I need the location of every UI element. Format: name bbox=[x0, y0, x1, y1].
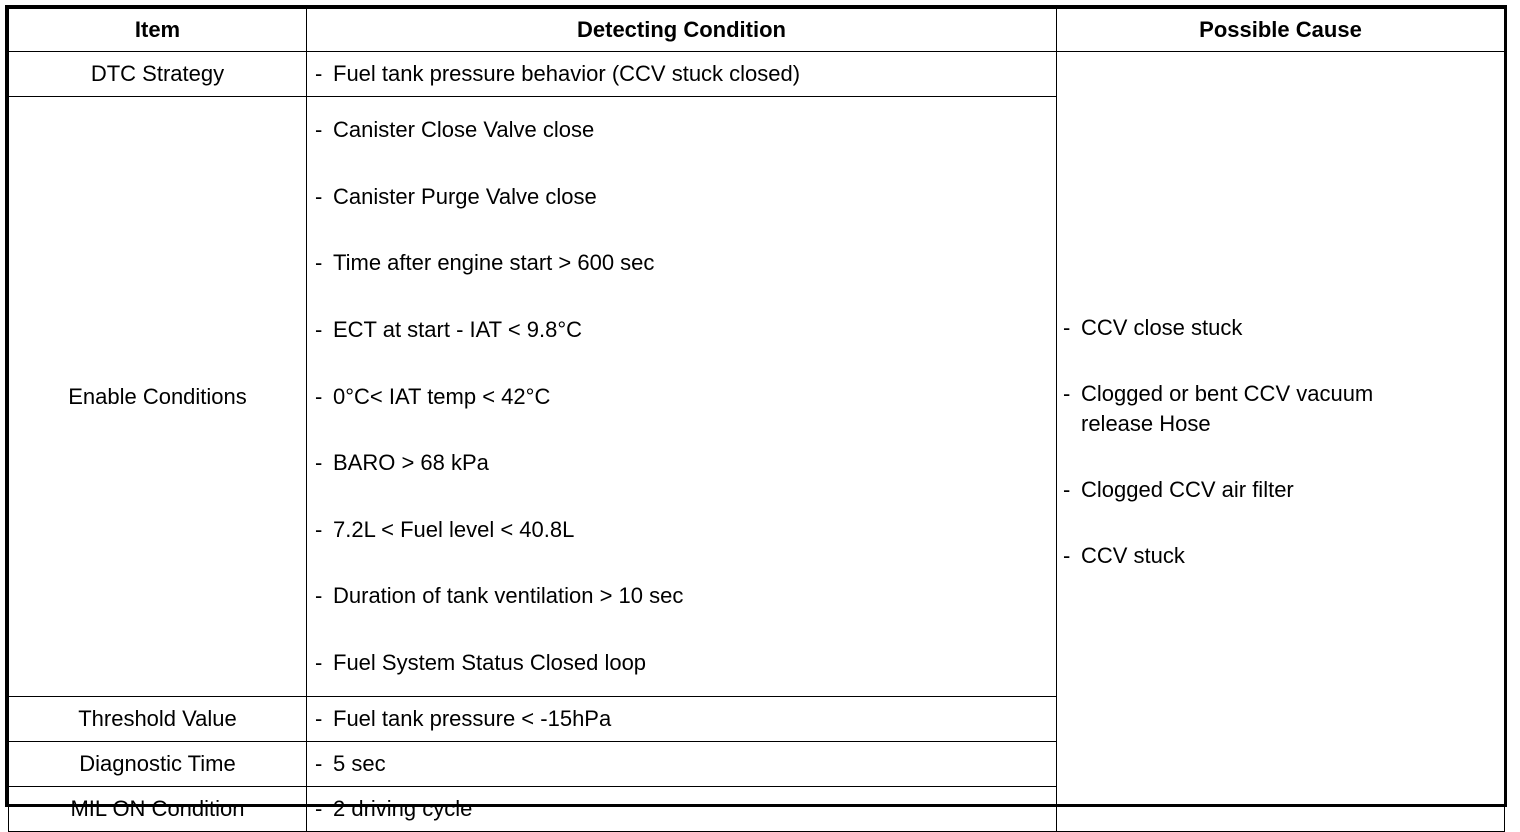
bullet-dash: - bbox=[1063, 542, 1071, 568]
list-item bbox=[315, 497, 1056, 564]
cause-text: CCV close stuck bbox=[1081, 314, 1243, 340]
condition-text: 2 driving cycle bbox=[333, 796, 473, 822]
bullet-dash: - bbox=[315, 516, 323, 542]
bullet-dash: - bbox=[315, 796, 323, 822]
item-diagnostic-time: Diagnostic Time bbox=[9, 742, 307, 787]
condition-mil-on-condition bbox=[307, 787, 1057, 832]
possible-cause-list bbox=[1063, 313, 1504, 571]
list-item bbox=[315, 297, 1056, 364]
list-item bbox=[315, 97, 1056, 164]
row-dtc-strategy bbox=[9, 52, 1505, 97]
bullet-dash: - bbox=[315, 317, 323, 343]
condition-text: Time after engine start > 600 sec bbox=[333, 250, 655, 276]
cause-item bbox=[1063, 475, 1504, 505]
possible-cause-cell bbox=[1057, 52, 1505, 832]
list-item bbox=[315, 563, 1056, 630]
condition-diagnostic-time bbox=[307, 742, 1057, 787]
bullet-dash: - bbox=[1063, 476, 1071, 502]
condition-enable-conditions bbox=[307, 97, 1057, 697]
header-item: Item bbox=[9, 9, 307, 52]
condition-text: 5 sec bbox=[333, 751, 386, 777]
condition-text: ECT at start - IAT < 9.8°C bbox=[333, 317, 583, 343]
list-item bbox=[315, 164, 1056, 231]
bullet-dash: - bbox=[315, 706, 323, 732]
item-dtc-strategy: DTC Strategy bbox=[9, 52, 307, 97]
header-possible-cause: Possible Cause bbox=[1057, 9, 1505, 52]
bullet-dash: - bbox=[1063, 314, 1071, 340]
condition-dtc-strategy bbox=[307, 52, 1057, 97]
list-item bbox=[315, 363, 1056, 430]
list-item bbox=[315, 430, 1056, 497]
bullet-dash: - bbox=[315, 751, 323, 777]
dtc-table-frame bbox=[5, 5, 1507, 822]
condition-text: BARO > 68 kPa bbox=[333, 450, 489, 476]
cause-text: Clogged or bent CCV vacuum release Hose bbox=[1081, 380, 1374, 436]
cause-item bbox=[1063, 541, 1504, 571]
condition-text: Fuel tank pressure < -15hPa bbox=[333, 706, 612, 732]
cause-text: Clogged CCV air filter bbox=[1081, 476, 1294, 502]
condition-text: 7.2L < Fuel level < 40.8L bbox=[333, 516, 575, 542]
list-item bbox=[315, 630, 1056, 697]
bullet-dash: - bbox=[315, 583, 323, 609]
cause-item bbox=[1063, 313, 1504, 343]
cause-text: CCV stuck bbox=[1081, 542, 1185, 568]
item-enable-conditions: Enable Conditions bbox=[9, 97, 307, 697]
cause-item bbox=[1063, 379, 1504, 439]
condition-text: 0°C< IAT temp < 42°C bbox=[333, 383, 551, 409]
list-item bbox=[315, 230, 1056, 297]
condition-text: Canister Close Valve close bbox=[333, 117, 595, 143]
condition-text: Fuel System Status Closed loop bbox=[333, 650, 647, 676]
header-detecting-condition: Detecting Condition bbox=[307, 9, 1057, 52]
condition-text: Duration of tank ventilation > 10 sec bbox=[333, 583, 684, 609]
bullet-dash: - bbox=[315, 183, 323, 209]
header-row bbox=[9, 9, 1505, 52]
bullet-dash: - bbox=[315, 117, 323, 143]
item-threshold-value: Threshold Value bbox=[9, 697, 307, 742]
bullet-dash: - bbox=[315, 383, 323, 409]
item-mil-on-condition: MIL ON Condition bbox=[9, 787, 307, 832]
enable-conditions-list bbox=[315, 97, 1056, 696]
condition-text: Canister Purge Valve close bbox=[333, 183, 597, 209]
condition-text: Fuel tank pressure behavior (CCV stuck closed) bbox=[333, 61, 801, 86]
bullet-dash: - bbox=[315, 250, 323, 276]
condition-threshold-value bbox=[307, 697, 1057, 742]
bullet-dash: - bbox=[1063, 380, 1071, 406]
bullet-dash: - bbox=[315, 450, 323, 476]
bullet-dash: - bbox=[315, 61, 323, 86]
bullet-dash: - bbox=[315, 650, 323, 676]
dtc-table bbox=[8, 8, 1505, 832]
